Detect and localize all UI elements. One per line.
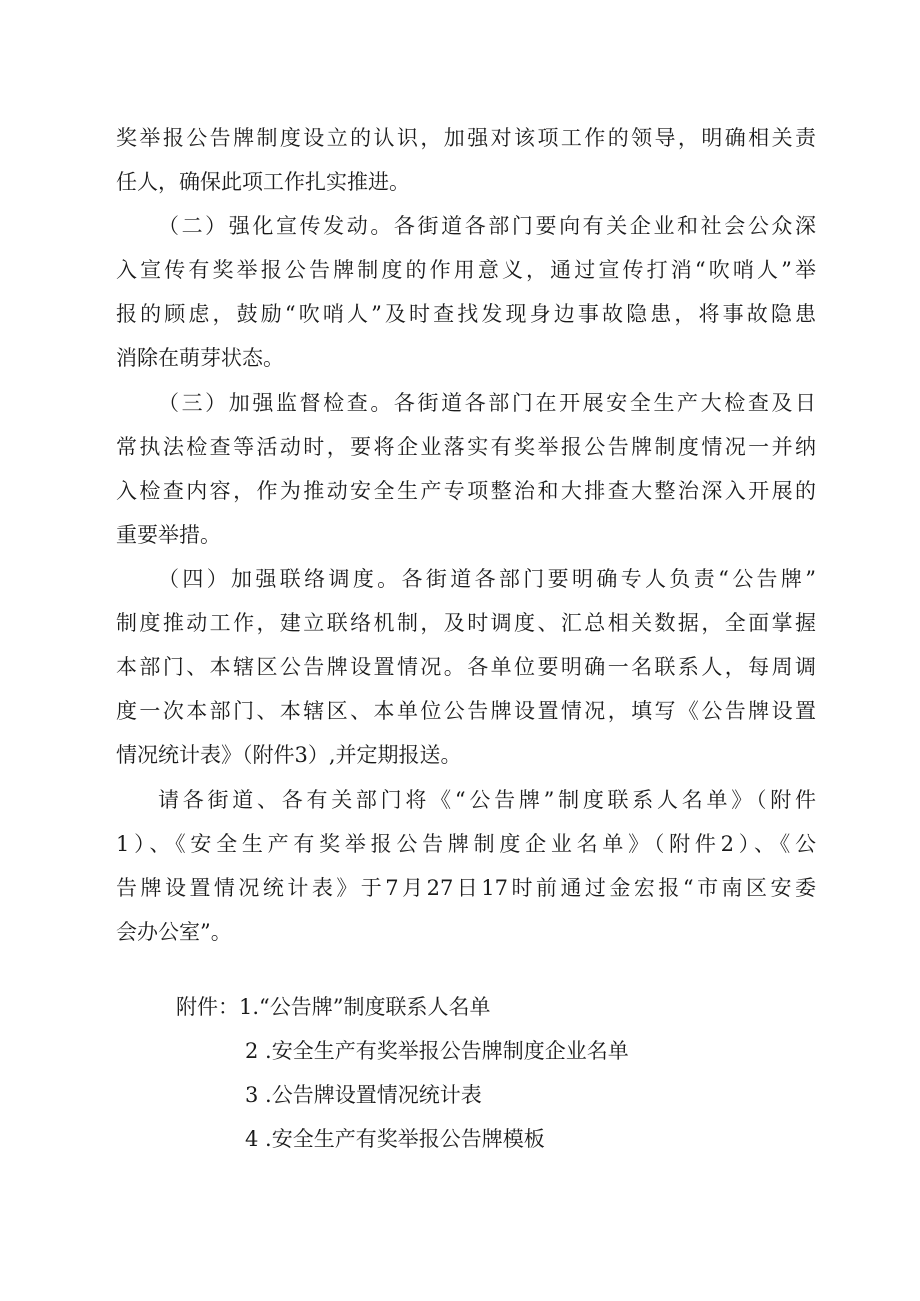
attachments-heading: 附件：1.“公告牌”制度联系人名单 — [176, 995, 491, 1019]
paragraph-line: 度一次本部门、本辖区、本单位公告牌设置情况，填写《公告牌设置 — [116, 699, 816, 723]
paragraph-line: （四）加强联络调度。各街道各部门要明确专人负责“公告牌” — [158, 567, 816, 591]
attachment-item: 3 .公告牌设置情况统计表 — [245, 1083, 482, 1107]
paragraph-line: 情况统计表》（附件3）,并定期报送。 — [116, 743, 462, 767]
paragraph-line: 会办公室”。 — [116, 920, 232, 944]
paragraph-line: 报的顾虑，鼓励“吹哨人”及时查找发现身边事故隐患，将事故隐患 — [116, 302, 816, 326]
attachment-item: 4 .安全生产有奖举报公告牌模板 — [245, 1127, 545, 1151]
attachment-item: 2 .安全生产有奖举报公告牌制度企业名单 — [245, 1039, 629, 1063]
paragraph-line: 消除在萌芽状态。 — [116, 346, 284, 370]
paragraph-line: 奖举报公告牌制度设立的认识，加强对该项工作的领导，明确相关责 — [116, 126, 816, 150]
paragraph-line: 重要举措。 — [116, 523, 221, 547]
paragraph-line: 请各街道、各有关部门将《“公告牌”制度联系人名单》（附件 — [158, 788, 816, 812]
paragraph-line: 制度推动工作，建立联络机制，及时调度、汇总相关数据，全面掌握 — [116, 611, 816, 635]
paragraph-line: 1）、《安全生产有奖举报公告牌制度企业名单》（附件2）、《公 — [116, 832, 816, 856]
paragraph-line: 任人，确保此项工作扎实推进。 — [116, 170, 410, 194]
paragraph-line: （二）强化宣传发动。各街道各部门要向有关企业和社会公众深 — [158, 214, 816, 238]
paragraph-line: 本部门、本辖区公告牌设置情况。各单位要明确一名联系人，每周调 — [116, 655, 816, 679]
paragraph-line: 入检查内容，作为推动安全生产专项整治和大排查大整治深入开展的 — [116, 479, 816, 503]
paragraph-line: （三）加强监督检查。各街道各部门在开展安全生产大检查及日 — [158, 391, 816, 415]
paragraph-line: 告牌设置情况统计表》于7月27日17时前通过金宏报“市南区安委 — [116, 876, 816, 900]
paragraph-line: 入宣传有奖举报公告牌制度的作用意义，通过宣传打消“吹哨人”举 — [116, 258, 816, 282]
paragraph-line: 常执法检查等活动时，要将企业落实有奖举报公告牌制度情况一并纳 — [116, 435, 816, 459]
